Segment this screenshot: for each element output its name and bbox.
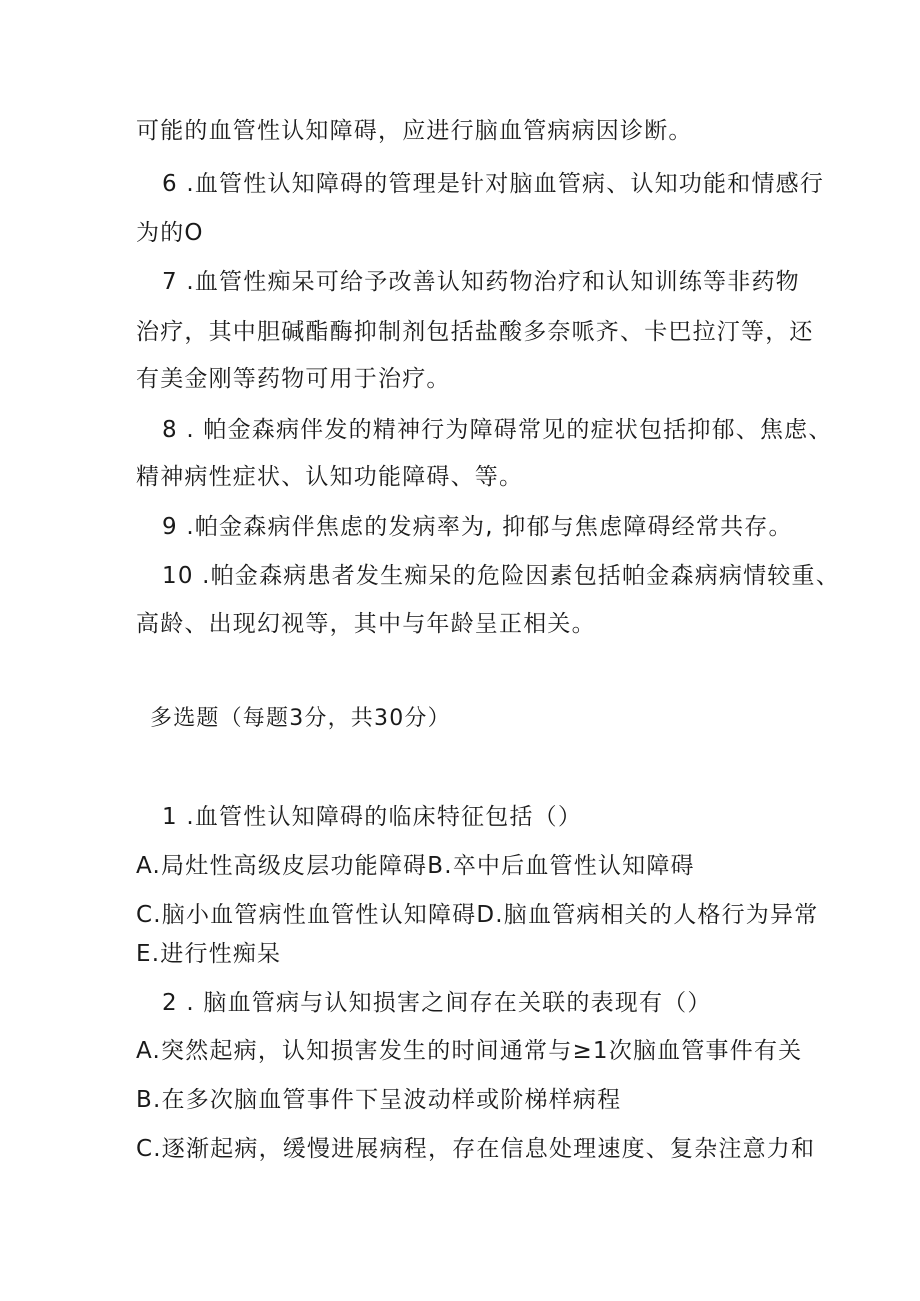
text-line: 精神病性症状、认知功能障碍、等。	[136, 464, 524, 490]
option-line: C.逐渐起病，缓慢进展病程，存在信息处理速度、复杂注意力和	[136, 1136, 816, 1162]
text-line: 为的O	[136, 220, 204, 246]
text-line: 有美金刚等药物可用于治疗。	[136, 366, 451, 392]
text-line: 2 . 脑血管病与认知损害之间存在关联的表现有（）	[162, 990, 712, 1016]
text-line: 8 . 帕金森病伴发的精神行为障碍常见的症状包括抑郁、焦虑、	[162, 417, 833, 443]
option-line: A.突然起病，认知损害发生的时间通常与≥1次脑血管事件有关	[136, 1038, 803, 1064]
text-line: 1 .血管性认知障碍的临床特征包括（）	[162, 804, 583, 830]
option-line: C.脑小血管病性血管性认知障碍D.脑血管病相关的人格行为异常	[136, 902, 819, 928]
text-line: 9 .帕金森病伴焦虑的发病率为, 抑郁与焦虑障碍经常共存。	[162, 514, 793, 540]
text-line: 6 .血管性认知障碍的管理是针对脑血管病、认知功能和情感行	[162, 171, 825, 197]
section-heading: 多选题（每题3分，共30分）	[150, 706, 451, 731]
text-line: 可能的血管性认知障碍，应进行脑血管病病因诊断。	[136, 118, 693, 144]
option-line: E.进行性痴呆	[136, 941, 282, 967]
text-line: 10 .帕金森病患者发生痴呆的危险因素包括帕金森病病情较重、	[162, 563, 840, 589]
option-line: B.在多次脑血管事件下呈波动样或阶梯样病程	[136, 1087, 622, 1113]
text-line: 治疗，其中胆碱酯酶抑制剂包括盐酸多奈哌齐、卡巴拉汀等，还	[136, 319, 814, 345]
text-line: 高龄、出现幻视等，其中与年龄呈正相关。	[136, 611, 596, 637]
option-line: A.局灶性高级皮层功能障碍B.卒中后血管性认知障碍	[136, 853, 695, 879]
text-line: 7 .血管性痴呆可给予改善认知药物治疗和认知训练等非药物	[162, 269, 800, 295]
